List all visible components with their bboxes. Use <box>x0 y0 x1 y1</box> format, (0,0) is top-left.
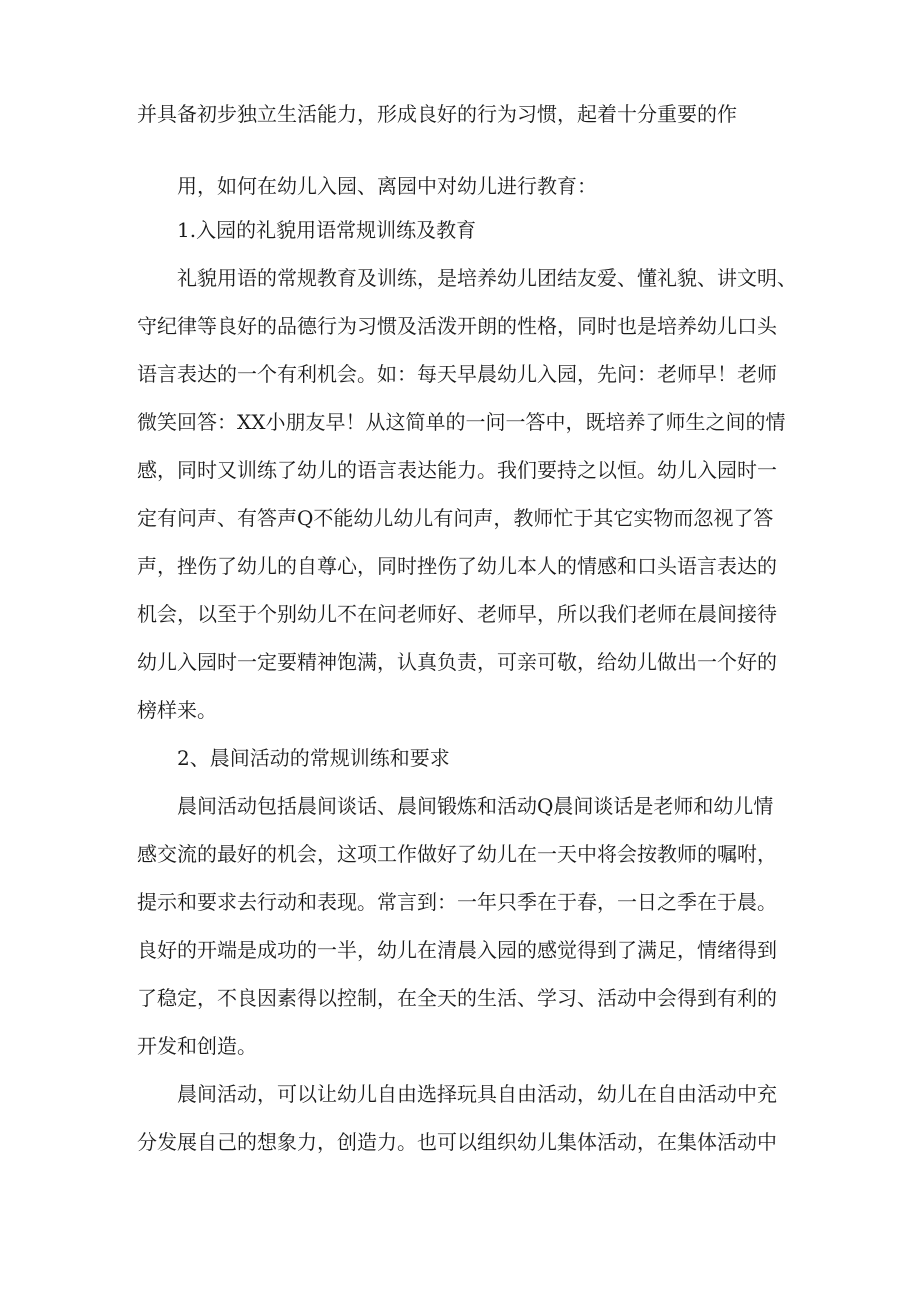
paragraph-line: 分发展自己的想象力，创造力。也可以组织幼儿集体活动，在集体活动中 <box>137 1130 777 1154</box>
section-heading: 2、晨间活动的常规训练和要求 <box>177 746 450 770</box>
paragraph-line: 定有问声、有答声Q不能幼儿幼儿有问声，教师忙于其它实物而忽视了答 <box>137 506 774 530</box>
paragraph-line: 并具备初步独立生活能力，形成良好的行为习惯，起着十分重要的作 <box>137 102 737 126</box>
paragraph-line: 良好的开端是成功的一半，幼儿在清晨入园的感觉得到了满足，情绪得到 <box>137 938 777 962</box>
paragraph-line: 语言表达的一个有利机会。如：每天早晨幼儿入园，先问：老师早！老师 <box>137 362 777 386</box>
paragraph-line: 感交流的最好的机会，这项工作做好了幼儿在一天中将会按教师的嘱咐， <box>137 842 777 866</box>
paragraph-line: 幼儿入园时一定要精神饱满，认真负责，可亲可敬，给幼儿做出一个好的 <box>137 650 777 674</box>
paragraph-line: 微笑回答：XX小朋友早！从这简单的一问一答中，既培养了师生之间的情 <box>137 410 786 434</box>
paragraph-line: 开发和创造。 <box>137 1034 257 1058</box>
paragraph-line: 声，挫伤了幼儿的自尊心，同时挫伤了幼儿本人的情感和口头语言表达的 <box>137 554 777 578</box>
paragraph-line: 守纪律等良好的品德行为习惯及活泼开朗的性格，同时也是培养幼儿口头 <box>137 314 777 338</box>
section-heading: 1.入园的礼貌用语常规训练及教育 <box>177 218 477 242</box>
paragraph-line: 晨间活动，可以让幼儿自由选择玩具自由活动，幼儿在自由活动中充 <box>177 1082 777 1106</box>
paragraph-line: 机会，以至于个别幼儿不在问老师好、老师早，所以我们老师在晨间接待 <box>137 602 777 626</box>
paragraph-line: 晨间活动包括晨间谈话、晨间锻炼和活动Q晨间谈话是老师和幼儿情 <box>177 794 774 818</box>
paragraph-line: 感，同时又训练了幼儿的语言表达能力。我们要持之以恒。幼儿入园时一 <box>137 458 777 482</box>
paragraph-line: 用，如何在幼儿入园、离园中对幼儿进行教育： <box>177 174 597 198</box>
paragraph-line: 礼貌用语的常规教育及训练，是培养幼儿团结友爱、懂礼貌、讲文明、 <box>177 266 797 290</box>
paragraph-line: 榜样来。 <box>137 698 217 722</box>
paragraph-line: 提示和要求去行动和表现。常言到：一年只季在于春，一日之季在于晨。 <box>137 890 777 914</box>
paragraph-line: 了稳定，不良因素得以控制，在全天的生活、学习、活动中会得到有利的 <box>137 986 777 1010</box>
